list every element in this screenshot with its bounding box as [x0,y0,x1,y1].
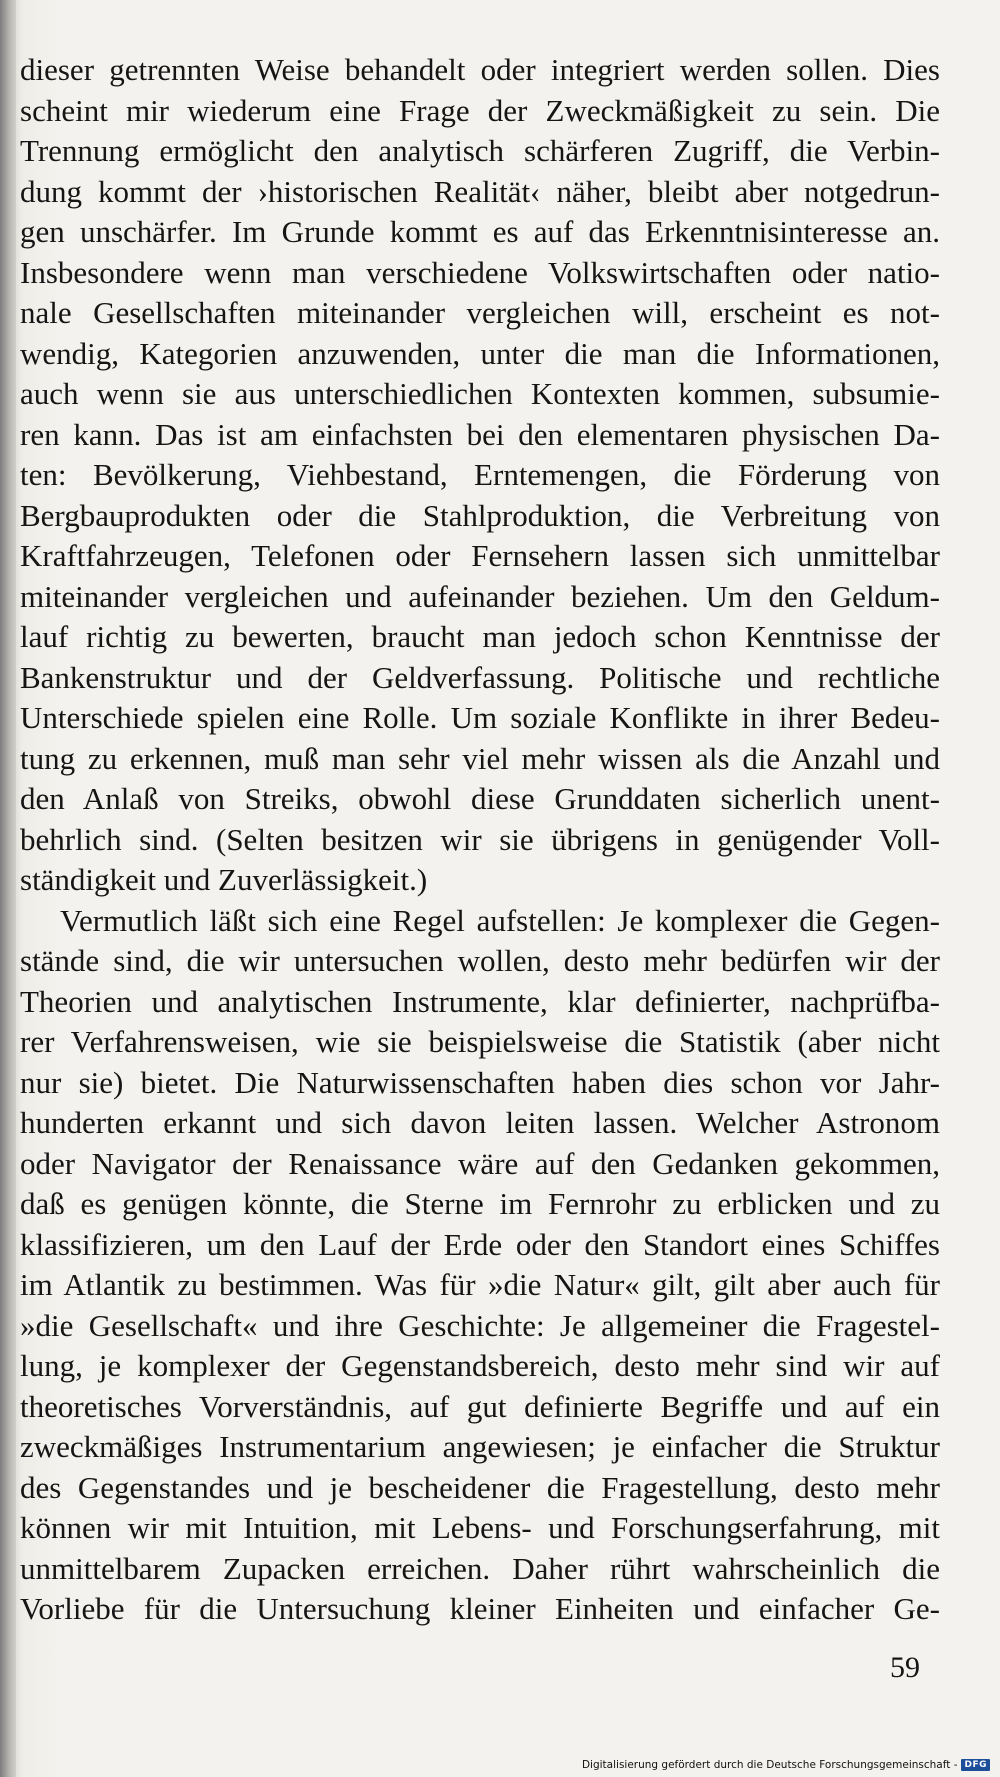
text-line: tung zu erkennen, muß man sehr viel mehr wissen als die Anzahl und [20,740,940,776]
text-line: Unterschiede spielen eine Rolle. Um soziale Konflikte in ihrer Bedeu- [20,700,940,735]
text-line: ten: Bevölkerung, Viehbestand, Erntemengen, die Förderung von [20,457,940,492]
text-line: Insbesondere wenn man verschiedene Volkswirtschaften oder natio- [20,254,940,290]
body-text [20,50,940,1630]
text-line: des Gegenstandes und je bescheidener die Fragestellung, desto mehr [20,1469,940,1505]
text-line: ständigkeit und Zuverlässigkeit.) [20,862,428,897]
text-line: miteinander vergleichen und aufeinander beziehen. Um den Geldum- [20,578,940,614]
text-line: unmittelbarem Zupacken erreichen. Daher rührt wahrscheinlich die [20,1550,940,1586]
text-line: lung, je komplexer der Gegenstandsbereich, desto mehr sind wir auf [20,1348,940,1383]
footer-text: Digitalisierung gefördert durch die Deutsche Forschungsgemeinschaft - [581,1759,958,1771]
text-line: Trennung ermöglicht den analytisch schärferen Zugriff, die Verbin- [20,133,940,168]
text-line: behrlich sind. (Selten besitzen wir sie übrigens in genügender Voll- [20,821,940,857]
text-line: ren kann. Das ist am einfachsten bei den elementaren physischen Da- [20,416,940,452]
dfg-logo: DFG [961,1759,990,1771]
text-line: Theorien und analytischen Instrumente, klar definierter, nachprüfba- [20,983,940,1019]
text-line: den Anlaß von Streiks, obwohl diese Grunddaten sicherlich unent- [20,781,940,816]
paragraph-first-line: Vermutlich läßt sich eine Regel aufstellen: Je komplexer die Gegen- [60,902,940,938]
text-line: theoretisches Vorverständnis, auf gut definierte Begriffe und auf ein [20,1388,940,1424]
page-number: 59 [890,1651,920,1684]
text-line: auch wenn sie aus unterschiedlichen Kontexten kommen, subsumie- [20,376,940,411]
text-line: daß es genügen könnte, die Sterne im Fernrohr zu erblicken und zu [20,1186,940,1221]
text-line: »die Gesellschaft« und ihre Geschichte: Je allgemeiner die Fragestel- [20,1307,940,1343]
text-line: nale Gesellschaften miteinander vergleichen will, erscheint es not- [20,295,940,330]
text-line: klassifizieren, um den Lauf der Erde oder den Standort eines Schiffes [20,1226,940,1262]
text-line: lauf richtig zu bewerten, braucht man jedoch schon Kenntnisse der [20,619,940,654]
text-line: scheint mir wiederum eine Frage der Zweckmäßigkeit zu sein. Die [20,92,940,128]
digitization-footer [582,1759,990,1771]
text-line: nur sie) bietet. Die Naturwissenschaften haben dies schon vor Jahr- [20,1064,940,1100]
text-line: zweckmäßiges Instrumentarium angewiesen; je einfacher die Struktur [20,1429,940,1464]
text-line: rer Verfahrensweisen, wie sie beispielsweise die Statistik (aber nicht [20,1024,940,1059]
text-line: im Atlantik zu bestimmen. Was für »die Natur« gilt, gilt aber auch für [20,1267,940,1302]
text-line: Bankenstruktur und der Geldverfassung. Politische und rechtliche [20,659,940,695]
text-line: Kraftfahrzeugen, Telefonen oder Fernsehern lassen sich unmittelbar [20,538,940,573]
text-line: dung kommt der ›historischen Realität‹ näher, bleibt aber notgedrun- [20,173,940,209]
text-line: stände sind, die wir untersuchen wollen, desto mehr bedürfen wir der [20,943,940,978]
text-line: Bergbauprodukten oder die Stahlproduktion, die Verbreitung von [20,497,940,533]
text-line: oder Navigator der Renaissance wäre auf den Gedanken gekommen, [20,1145,940,1181]
text-line: dieser getrennten Weise behandelt oder integriert werden sollen. Dies [20,52,940,87]
text-line: Vorliebe für die Untersuchung kleiner Einheiten und einfacher Ge- [20,1591,940,1626]
text-line: hunderten erkannt und sich davon leiten lassen. Welcher Astronom [20,1105,940,1140]
text-line: können wir mit Intuition, mit Lebens- und Forschungserfahrung, mit [20,1510,940,1545]
text-line: gen unschärfer. Im Grunde kommt es auf das Erkenntnisinteresse an. [20,214,940,249]
page-binding-shadow [0,0,16,1777]
text-line: wendig, Kategorien anzuwenden, unter die man die Informationen, [20,335,940,371]
